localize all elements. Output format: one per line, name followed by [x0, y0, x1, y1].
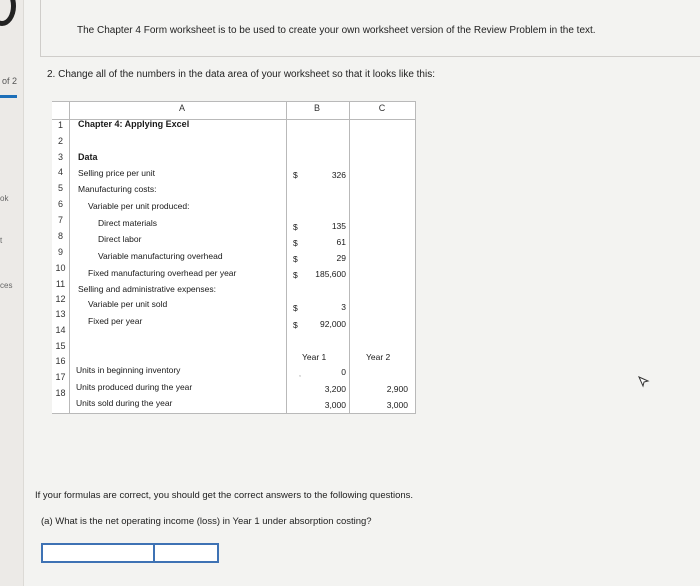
- row-number: 2: [57, 136, 63, 146]
- questions-intro: If your formulas are correct, you should get the correct answers to the following questions.: [35, 490, 414, 501]
- selling-price-label: Selling price per unit: [78, 168, 156, 178]
- row-number: 9: [57, 247, 63, 257]
- grid-bottom-line: [52, 413, 416, 414]
- beginning-inventory-label: Units in beginning inventory: [76, 365, 181, 375]
- header-divider-vertical: [40, 0, 41, 57]
- fixed-year-value: 92,000: [320, 319, 346, 329]
- variable-sold-dollar: $: [293, 303, 298, 313]
- column-header-c: C: [378, 103, 386, 113]
- variable-per-unit-label: Variable per unit produced:: [88, 201, 190, 211]
- row-number: 1: [57, 120, 63, 130]
- mouse-cursor-icon: [638, 376, 650, 388]
- column-header-a: A: [178, 103, 185, 113]
- direct-materials-dollar: $: [293, 222, 298, 232]
- row-number: 12: [55, 294, 66, 304]
- sga-label: Selling and administrative expenses:: [78, 284, 216, 294]
- data-label: Data: [78, 152, 98, 162]
- intro-text: The Chapter 4 Form worksheet is to be used to create your own worksheet version of the Review Problem in the text.: [77, 25, 596, 36]
- question-a: (a) What is the net operating income (loss) in Year 1 under absorption costing?: [41, 516, 372, 527]
- selling-price-value: 326: [331, 170, 346, 180]
- answer-input-divider: [153, 545, 155, 561]
- row-number: 16: [55, 356, 66, 366]
- sold-y2: 3,000: [386, 400, 408, 410]
- rail-label-ok[interactable]: ok: [0, 194, 9, 203]
- beginning-inventory-y1: 0: [341, 367, 346, 377]
- row-number: 5: [57, 183, 63, 193]
- sold-label: Units sold during the year: [76, 398, 173, 408]
- row-number: 8: [57, 231, 63, 241]
- row-number: 11: [55, 279, 66, 289]
- direct-labor-value: 61: [336, 237, 346, 247]
- fixed-year-label: Fixed per year: [88, 316, 143, 326]
- selling-price-dollar: $: [293, 170, 298, 180]
- grid-top-line: [52, 101, 416, 102]
- variable-overhead-value: 29: [336, 253, 346, 263]
- selection-marker: ,: [299, 371, 301, 378]
- direct-materials-label: Direct materials: [98, 218, 158, 228]
- row-number: 7: [57, 215, 63, 225]
- left-rail: [0, 0, 24, 586]
- year-2-header: Year 2: [366, 352, 391, 362]
- row-number: 14: [55, 325, 66, 335]
- column-header-b: B: [313, 103, 320, 113]
- grid-col-divider: [415, 101, 416, 414]
- spreadsheet: [52, 101, 416, 414]
- answer-input[interactable]: [41, 543, 219, 563]
- row-number: 15: [55, 341, 66, 351]
- page-indicator: of 2: [2, 76, 18, 86]
- fixed-overhead-value: 185,600: [315, 269, 346, 279]
- grid-col-divider: [69, 101, 70, 414]
- direct-materials-value: 135: [331, 221, 346, 231]
- sold-y1: 3,000: [324, 400, 346, 410]
- variable-sold-label: Variable per unit sold: [88, 299, 168, 309]
- variable-overhead-dollar: $: [293, 254, 298, 264]
- rail-label-t[interactable]: t: [0, 236, 3, 245]
- header-divider: [40, 56, 700, 57]
- direct-labor-label: Direct labor: [98, 234, 142, 244]
- row-number: 10: [55, 263, 66, 273]
- variable-overhead-label: Variable manufacturing overhead: [98, 251, 223, 261]
- produced-y2: 2,900: [386, 384, 408, 394]
- year-1-header: Year 1: [302, 352, 327, 362]
- fixed-year-dollar: $: [293, 320, 298, 330]
- row-number: 3: [57, 152, 63, 162]
- row-number: 4: [57, 167, 63, 177]
- rail-label-ces[interactable]: ces: [0, 281, 13, 290]
- row-number: 6: [57, 199, 63, 209]
- grid-col-divider: [349, 101, 350, 414]
- direct-labor-dollar: $: [293, 238, 298, 248]
- step-2-text: 2. Change all of the numbers in the data area of your worksheet so that it looks like this:: [47, 69, 435, 80]
- row-number: 13: [55, 309, 66, 319]
- page-progress-bar: [0, 95, 17, 98]
- produced-label: Units produced during the year: [76, 382, 193, 392]
- row-number: 17: [55, 372, 66, 382]
- grid-col-divider: [286, 101, 287, 414]
- row-number: 18: [55, 388, 66, 398]
- produced-y1: 3,200: [324, 384, 346, 394]
- variable-sold-value: 3: [341, 302, 346, 312]
- fixed-overhead-label: Fixed manufacturing overhead per year: [88, 268, 237, 278]
- fixed-overhead-dollar: $: [293, 270, 298, 280]
- manufacturing-costs-label: Manufacturing costs:: [78, 184, 157, 194]
- sheet-title: Chapter 4: Applying Excel: [78, 119, 190, 129]
